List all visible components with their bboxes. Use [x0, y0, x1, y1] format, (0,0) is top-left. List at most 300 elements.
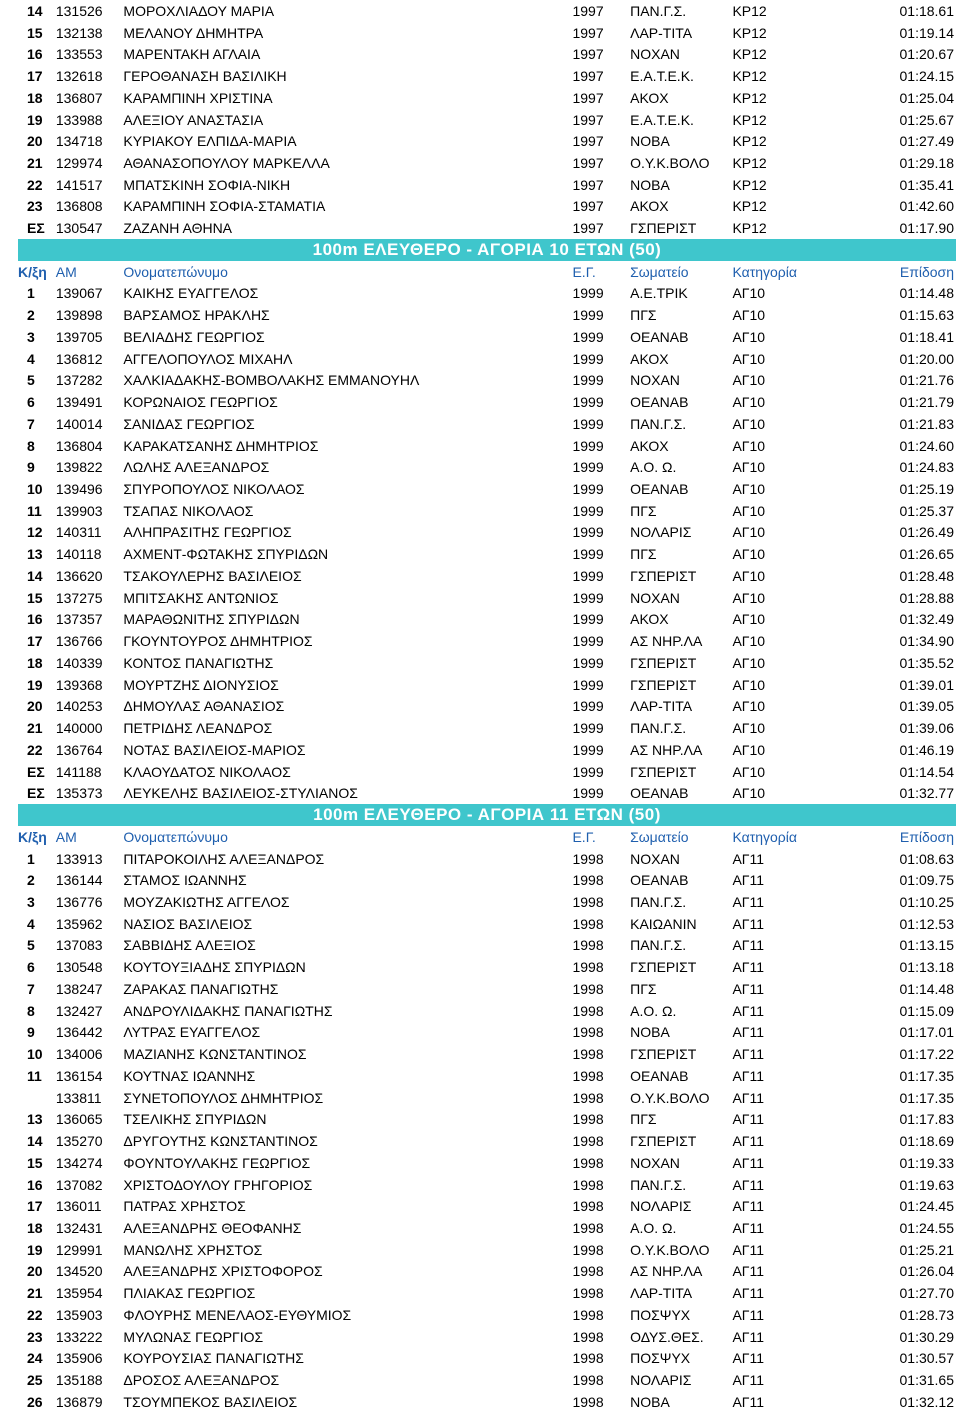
club-cell: ΝΟΛΑΡΙΣ — [630, 1198, 692, 1215]
table-row — [0, 1130, 960, 1152]
name-cell: ΚΟΥΤΝΑΣ ΙΩΑΝΝΗΣ — [123, 1067, 256, 1084]
club-cell: ΑΚΟΧ — [630, 611, 669, 628]
rank-cell: 16 — [27, 46, 43, 63]
rank-cell: 23 — [27, 1328, 43, 1345]
result-cell: 01:09.75 — [899, 872, 954, 889]
am-cell: 137083 — [55, 937, 103, 954]
am-cell: 140000 — [55, 720, 103, 737]
result-cell: 01:39.05 — [899, 698, 954, 715]
am-cell: 136764 — [55, 741, 103, 758]
name-cell: ΚΟΥΤΟΥΞΙΑΔΗΣ ΣΠΥΡΙΔΩΝ — [123, 959, 306, 976]
header-result: Επίδοση — [899, 263, 954, 280]
rank-cell: 22 — [27, 176, 43, 193]
category-cell: ΚΡ12 — [732, 2, 767, 19]
rank-cell: 16 — [27, 1176, 43, 1193]
birth-year-cell: 1999 — [572, 720, 604, 737]
club-cell: ΓΣΠΕΡΙΣΤ — [630, 676, 697, 693]
category-cell: ΑΓ11 — [732, 1133, 765, 1150]
rank-cell: 20 — [27, 1263, 43, 1280]
club-cell: ΑΣ ΝΗΡ.ΛΑ — [630, 1263, 703, 1280]
club-cell: ΟΕΑΝΑΒ — [630, 328, 689, 345]
table-row — [0, 1326, 960, 1348]
table-row — [0, 152, 960, 174]
rank-cell: 13 — [27, 546, 43, 563]
club-cell: ΓΣΠΕΡΙΣΤ — [630, 763, 697, 780]
table-row — [0, 1348, 960, 1370]
category-cell: ΑΓ11 — [732, 1024, 765, 1041]
rank-cell: 14 — [27, 1133, 43, 1150]
club-cell: ΑΚΟΧ — [630, 89, 669, 106]
birth-year-cell: 1999 — [572, 459, 604, 476]
am-cell: 133988 — [55, 111, 103, 128]
name-cell: ΑΛΗΠΡΑΣΙΤΗΣ ΓΕΩΡΓΙΟΣ — [123, 524, 292, 541]
name-cell: ΓΕΡΟΘΑΝΑΣΗ ΒΑΣΙΛΙΚΗ — [123, 68, 287, 85]
category-cell: ΑΓ10 — [732, 481, 766, 498]
club-cell: ΠΑΝ.Γ.Σ. — [630, 720, 687, 737]
header-rank: Κ/ξη — [18, 263, 47, 280]
club-cell: ΑΚΟΧ — [630, 198, 669, 215]
category-cell: ΑΓ11 — [732, 915, 765, 932]
table-row — [0, 326, 960, 348]
am-cell: 130548 — [55, 959, 103, 976]
am-cell: 132618 — [55, 68, 103, 85]
name-cell: ΠΕΤΡΙΔΗΣ ΛΕΑΝΔΡΟΣ — [123, 720, 273, 737]
result-cell: 01:32.12 — [899, 1393, 954, 1410]
category-cell: ΚΡ12 — [732, 198, 767, 215]
table-row — [0, 196, 960, 218]
birth-year-cell: 1999 — [572, 437, 604, 454]
name-cell: ΖΑΡΑΚΑΣ ΠΑΝΑΓΙΩΤΗΣ — [123, 980, 279, 997]
birth-year-cell: 1999 — [572, 372, 604, 389]
table-row — [0, 1391, 960, 1413]
am-cell: 135954 — [55, 1285, 103, 1302]
am-cell: 139496 — [55, 481, 103, 498]
am-cell: 139822 — [55, 459, 103, 476]
category-cell: ΑΓ10 — [732, 459, 766, 476]
result-cell: 01:08.63 — [899, 850, 954, 867]
rank-cell: 25 — [27, 1372, 43, 1389]
club-cell: ΝΟΛΑΡΙΣ — [630, 524, 692, 541]
table-row — [0, 717, 960, 739]
category-cell: ΚΡ12 — [732, 176, 767, 193]
header-club: Σωματείο — [630, 263, 689, 280]
table-row — [0, 1000, 960, 1022]
category-cell: ΑΓ10 — [732, 633, 766, 650]
am-cell: 130547 — [55, 220, 103, 237]
result-cell: 01:14.48 — [899, 285, 954, 302]
birth-year-cell: 1997 — [572, 220, 604, 237]
am-cell: 134520 — [55, 1263, 103, 1280]
table-row — [0, 1369, 960, 1391]
category-cell: ΑΓ11 — [732, 1154, 765, 1171]
result-cell: 01:18.69 — [899, 1133, 954, 1150]
rank-cell: 18 — [27, 1219, 43, 1236]
table-row — [0, 109, 960, 131]
birth-year-cell: 1998 — [572, 980, 604, 997]
table-row — [0, 1304, 960, 1326]
table-row — [0, 1195, 960, 1217]
birth-year-cell: 1998 — [572, 1263, 604, 1280]
name-cell: ΜΑΝΩΛΗΣ ΧΡΗΣΤΟΣ — [123, 1241, 263, 1258]
am-cell: 134718 — [55, 133, 103, 150]
am-cell: 141517 — [55, 176, 103, 193]
category-cell: ΑΓ10 — [732, 654, 766, 671]
birth-year-cell: 1998 — [572, 872, 604, 889]
name-cell: ΚΑΡΑΜΠΙΝΗ ΧΡΙΣΤΙΝΑ — [123, 89, 273, 106]
club-cell: ΓΣΠΕΡΙΣΤ — [630, 959, 697, 976]
birth-year-cell: 1999 — [572, 698, 604, 715]
am-cell: 140339 — [55, 654, 103, 671]
result-cell: 01:34.90 — [899, 633, 954, 650]
club-cell: ΝΟΛΑΡΙΣ — [630, 1372, 692, 1389]
birth-year-cell: 1999 — [572, 328, 604, 345]
am-cell: 136442 — [55, 1024, 103, 1041]
name-cell: ΑΧΜΕΝΤ-ΦΩΤΑΚΗΣ ΣΠΥΡΙΔΩΝ — [123, 546, 329, 563]
rank-cell: 21 — [27, 1285, 43, 1302]
result-cell: 01:35.41 — [899, 176, 954, 193]
result-cell: 01:10.25 — [899, 893, 954, 910]
club-cell: ΠΑΝ.Γ.Σ. — [630, 1176, 687, 1193]
category-cell: ΑΓ11 — [732, 959, 765, 976]
am-cell: 139491 — [55, 394, 103, 411]
table-row — [0, 522, 960, 544]
birth-year-cell: 1998 — [572, 1328, 604, 1345]
club-cell: ΠΑΝ.Γ.Σ. — [630, 415, 687, 432]
club-cell: ΠΓΣ — [630, 502, 657, 519]
result-cell: 01:19.14 — [899, 24, 954, 41]
am-cell: 135906 — [55, 1350, 103, 1367]
name-cell: ΝΟΤΑΣ ΒΑΣΙΛΕΙΟΣ-ΜΑΡΙΟΣ — [123, 741, 306, 758]
name-cell: ΧΑΛΚΙΑΔΑΚΗΣ-ΒΟΜΒΟΛΑΚΗΣ ΕΜΜΑΝΟΥΗΛ — [123, 372, 420, 389]
am-cell: 140253 — [55, 698, 103, 715]
result-cell: 01:17.83 — [899, 1111, 954, 1128]
name-cell: ΜΟΥΖΑΚΙΩΤΗΣ ΑΓΓΕΛΟΣ — [123, 893, 290, 910]
table-row — [0, 1261, 960, 1283]
rank-cell: 2 — [27, 872, 35, 889]
rank-cell: 19 — [27, 111, 43, 128]
club-cell: ΠΓΣ — [630, 546, 657, 563]
result-cell: 01:27.49 — [899, 133, 954, 150]
name-cell: ΖΑΖΑΝΗ ΑΘΗΝΑ — [123, 220, 233, 237]
category-cell: ΑΓ10 — [732, 328, 766, 345]
name-cell: ΜΑΖΙΑΝΗΣ ΚΩΝΣΤΑΝΤΙΝΟΣ — [123, 1046, 307, 1063]
table-row — [0, 869, 960, 891]
club-cell: ΝΟΧΑΝ — [630, 372, 680, 389]
table-row — [0, 913, 960, 935]
rank-cell: 19 — [27, 1241, 43, 1258]
category-cell: ΑΓ10 — [732, 763, 766, 780]
club-cell: ΓΣΠΕΡΙΣΤ — [630, 1046, 697, 1063]
table-row — [0, 761, 960, 783]
rank-cell: 15 — [27, 589, 43, 606]
table-row — [0, 500, 960, 522]
rank-cell: 6 — [27, 394, 35, 411]
result-cell: 01:25.67 — [899, 111, 954, 128]
name-cell: ΑΝΔΡΟΥΛΙΔΑΚΗΣ ΠΑΝΑΓΙΩΤΗΣ — [123, 1002, 333, 1019]
club-cell: ΟΕΑΝΑΒ — [630, 872, 689, 889]
category-cell: ΚΡ12 — [732, 46, 767, 63]
result-cell: 01:27.70 — [899, 1285, 954, 1302]
rank-cell: ΕΣ — [27, 220, 45, 237]
name-cell: ΦΛΟΥΡΗΣ ΜΕΝΕΛΑΟΣ-ΕΥΘΥΜΙΟΣ — [123, 1306, 352, 1323]
table-row — [0, 782, 960, 804]
birth-year-cell: 1998 — [572, 893, 604, 910]
rank-cell: 5 — [27, 937, 35, 954]
rank-cell: 17 — [27, 68, 43, 85]
am-cell: 139705 — [55, 328, 103, 345]
am-cell: 136065 — [55, 1111, 103, 1128]
name-cell: ΜΟΥΡΤΖΗΣ ΔΙΟΝΥΣΙΟΣ — [123, 676, 279, 693]
result-cell: 01:17.35 — [899, 1089, 954, 1106]
result-cell: 01:26.04 — [899, 1263, 954, 1280]
am-cell: 136766 — [55, 633, 103, 650]
rank-cell: 18 — [27, 89, 43, 106]
name-cell: ΜΑΡΑΘΩΝΙΤΗΣ ΣΠΥΡΙΔΩΝ — [123, 611, 300, 628]
name-cell: ΣΑΒΒΙΔΗΣ ΑΛΕΞΙΟΣ — [123, 937, 256, 954]
club-cell: ΑΣ ΝΗΡ.ΛΑ — [630, 633, 703, 650]
category-cell: ΑΓ10 — [732, 350, 766, 367]
rank-cell: 16 — [27, 611, 43, 628]
event-title: 100m ΕΛΕΥΘΕΡΟ - ΑΓΟΡΙΑ 10 ΕΤΩΝ (50) — [18, 239, 956, 261]
result-cell: 01:35.52 — [899, 654, 954, 671]
name-cell: ΚΛΑΟΥΔΑΤΟΣ ΝΙΚΟΛΑΟΣ — [123, 763, 291, 780]
table-row — [0, 478, 960, 500]
table-row — [0, 174, 960, 196]
category-cell: ΚΡ12 — [732, 155, 767, 171]
rank-cell: 24 — [27, 1350, 43, 1367]
category-cell: ΑΓ11 — [732, 1241, 765, 1258]
rank-cell: 9 — [27, 459, 35, 476]
birth-year-cell: 1997 — [572, 46, 604, 63]
name-cell: ΔΡΟΣΟΣ ΑΛΕΞΑΝΔΡΟΣ — [123, 1372, 280, 1389]
am-cell: 135373 — [55, 785, 103, 802]
table-row — [0, 1239, 960, 1261]
category-cell: ΑΓ11 — [732, 1067, 765, 1084]
table-row — [0, 565, 960, 587]
name-cell: ΚΑΙΚΗΣ ΕΥΑΓΓΕΛΟΣ — [123, 285, 259, 302]
rank-cell: 14 — [27, 567, 43, 584]
table-row — [0, 935, 960, 957]
table-row — [0, 630, 960, 652]
birth-year-cell: 1997 — [572, 24, 604, 41]
name-cell: ΜΟΡΟΧΛΙΑΔΟΥ ΜΑΡΙΑ — [123, 2, 275, 19]
table-row — [0, 435, 960, 457]
birth-year-cell: 1999 — [572, 307, 604, 324]
category-cell: ΑΓ11 — [732, 1372, 765, 1389]
result-cell: 01:18.41 — [899, 328, 954, 345]
birth-year-cell: 1998 — [572, 1285, 604, 1302]
result-cell: 01:13.15 — [899, 937, 954, 954]
table-row — [0, 1174, 960, 1196]
category-cell: ΚΡ12 — [732, 133, 767, 150]
name-cell: ΛΥΤΡΑΣ ΕΥΑΓΓΕΛΟΣ — [123, 1024, 261, 1041]
am-cell: 136879 — [55, 1393, 103, 1410]
club-cell: ΠΟΣΨΥΧ — [630, 1306, 691, 1323]
category-cell: ΑΓ11 — [732, 1046, 765, 1063]
name-cell: ΒΕΛΙΑΔΗΣ ΓΕΩΡΓΙΟΣ — [123, 328, 265, 345]
rank-cell: 1 — [27, 850, 35, 867]
club-cell: Α.Ο. Ω. — [630, 1219, 677, 1236]
club-cell: ΛΑΡ-ΤΙΤΑ — [630, 1285, 693, 1302]
category-cell: ΑΓ10 — [732, 524, 766, 541]
result-cell: 01:20.67 — [899, 46, 954, 63]
result-cell: 01:31.65 — [899, 1372, 954, 1389]
am-cell: 135962 — [55, 915, 103, 932]
category-cell: ΑΓ11 — [732, 1328, 765, 1345]
table-row — [0, 130, 960, 152]
category-cell: ΑΓ10 — [732, 676, 766, 693]
category-cell: ΑΓ11 — [732, 1111, 765, 1128]
result-cell: 01:17.22 — [899, 1046, 954, 1063]
birth-year-cell: 1997 — [572, 89, 604, 106]
club-cell: ΝΟΧΑΝ — [630, 589, 680, 606]
table-row — [0, 543, 960, 565]
table-row — [0, 956, 960, 978]
am-cell: 138247 — [55, 980, 103, 997]
am-cell: 133553 — [55, 46, 103, 63]
rank-cell: 7 — [27, 980, 35, 997]
rank-cell: 7 — [27, 415, 35, 432]
result-cell: 01:17.01 — [899, 1024, 954, 1041]
table-row — [0, 304, 960, 326]
rank-cell: 10 — [27, 481, 43, 498]
result-cell: 01:15.63 — [899, 307, 954, 324]
birth-year-cell: 1998 — [572, 1133, 604, 1150]
birth-year-cell: 1998 — [572, 1350, 604, 1367]
result-cell: 01:42.60 — [899, 198, 954, 215]
rank-cell: 5 — [27, 372, 35, 389]
name-cell: ΚΥΡΙΑΚΟΥ ΕΛΠΙΔΑ-ΜΑΡΙΑ — [123, 133, 297, 150]
birth-year-cell: 1999 — [572, 502, 604, 519]
club-cell: ΠΟΣΨΥΧ — [630, 1350, 691, 1367]
table-row — [0, 1043, 960, 1065]
am-cell: 136776 — [55, 893, 103, 910]
table-row — [0, 391, 960, 413]
am-cell: 139898 — [55, 307, 103, 324]
result-cell: 01:28.88 — [899, 589, 954, 606]
result-cell: 01:12.53 — [899, 915, 954, 932]
am-cell: 132427 — [55, 1002, 103, 1019]
rank-cell: 21 — [27, 720, 43, 737]
birth-year-cell: 1997 — [572, 133, 604, 150]
table-row — [0, 1217, 960, 1239]
name-cell: ΠΙΤΑΡΟΚΟΙΛΗΣ ΑΛΕΞΑΝΔΡΟΣ — [123, 850, 325, 867]
am-cell: 135270 — [55, 1133, 103, 1150]
category-cell: ΑΓ10 — [732, 394, 766, 411]
rank-cell: 22 — [27, 1306, 43, 1323]
category-cell: ΑΓ10 — [732, 589, 766, 606]
birth-year-cell: 1999 — [572, 654, 604, 671]
rank-cell: 3 — [27, 328, 35, 345]
result-cell: 01:32.49 — [899, 611, 954, 628]
birth-year-cell: 1998 — [572, 1176, 604, 1193]
name-cell: ΜΑΡΕΝΤΑΚΗ ΑΓΛΑΙΑ — [123, 46, 261, 63]
category-cell: ΑΓ11 — [732, 1285, 765, 1302]
birth-year-cell: 1999 — [572, 633, 604, 650]
club-cell: ΚΑΙΩΑΝΙΝ — [630, 915, 697, 932]
category-cell: ΑΓ11 — [732, 872, 765, 889]
am-cell: 136620 — [55, 567, 103, 584]
category-cell: ΑΓ10 — [732, 546, 766, 563]
birth-year-cell: 1997 — [572, 2, 604, 19]
category-cell: ΑΓ11 — [732, 1350, 765, 1367]
am-cell: 139368 — [55, 676, 103, 693]
birth-year-cell: 1999 — [572, 415, 604, 432]
am-cell: 136808 — [55, 198, 103, 215]
birth-year-cell: 1999 — [572, 611, 604, 628]
club-cell: ΓΣΠΕΡΙΣΤ — [630, 567, 697, 584]
am-cell: 134006 — [55, 1046, 103, 1063]
table-row — [0, 696, 960, 718]
name-cell: ΚΑΡΑΜΠΙΝΗ ΣΟΦΙΑ-ΣΤΑΜΑΤΙΑ — [123, 198, 326, 215]
club-cell: ΓΣΠΕΡΙΣΤ — [630, 1133, 697, 1150]
rank-cell: 22 — [27, 741, 43, 758]
name-cell: ΔΡΥΓΟΥΤΗΣ ΚΩΝΣΤΑΝΤΙΝΟΣ — [123, 1133, 318, 1150]
name-cell: ΣΤΑΜΟΣ ΙΩΑΝΝΗΣ — [123, 872, 247, 889]
rank-cell: 17 — [27, 1198, 43, 1215]
name-cell: ΚΟΝΤΟΣ ΠΑΝΑΓΙΩΤΗΣ — [123, 654, 274, 671]
name-cell: ΤΣΑΚΟΥΛΕΡΗΣ ΒΑΣΙΛΕΙΟΣ — [123, 567, 302, 584]
category-cell: ΑΓ10 — [732, 567, 766, 584]
birth-year-cell: 1998 — [572, 1046, 604, 1063]
am-cell: 139903 — [55, 502, 103, 519]
event-title: 100m ΕΛΕΥΘΕΡΟ - ΑΓΟΡΙΑ 11 ΕΤΩΝ (50) — [18, 804, 956, 826]
rank-cell: 11 — [27, 1067, 42, 1084]
result-cell: 01:39.01 — [899, 676, 954, 693]
club-cell: ΝΟΒΑ — [630, 1393, 670, 1410]
result-cell: 01:24.45 — [899, 1198, 954, 1215]
category-cell: ΑΓ11 — [732, 980, 765, 997]
birth-year-cell: 1999 — [572, 285, 604, 302]
rank-cell: 21 — [27, 155, 43, 171]
birth-year-cell: 1999 — [572, 785, 604, 802]
club-cell: ΓΣΠΕΡΙΣΤ — [630, 220, 697, 237]
birth-year-cell: 1998 — [572, 1111, 604, 1128]
rank-cell: ΕΣ — [27, 785, 45, 802]
header-am: ΑΜ — [55, 828, 77, 845]
birth-year-cell: 1999 — [572, 763, 604, 780]
rank-cell: 10 — [27, 1046, 43, 1063]
name-cell: ΚΟΥΡΟΥΣΙΑΣ ΠΑΝΑΓΙΩΤΗΣ — [123, 1350, 304, 1367]
name-cell: ΣΠΥΡΟΠΟΥΛΟΣ ΝΙΚΟΛΑΟΣ — [123, 481, 305, 498]
club-cell: Α.Ε.ΤΡΙΚ — [630, 285, 688, 302]
club-cell: ΝΟΧΑΝ — [630, 1154, 680, 1171]
result-cell: 01:20.00 — [899, 350, 954, 367]
category-cell: ΑΓ10 — [732, 785, 766, 802]
name-cell: ΑΓΓΕΛΟΠΟΥΛΟΣ ΜΙΧΑΗΛ — [123, 350, 293, 367]
name-cell: ΣΥΝΕΤΟΠΟΥΛΟΣ ΔΗΜΗΤΡΙΟΣ — [123, 1089, 324, 1106]
category-cell: ΑΓ10 — [732, 415, 766, 432]
result-cell: 01:15.09 — [899, 1002, 954, 1019]
table-row — [0, 87, 960, 109]
category-cell: ΑΓ11 — [732, 1393, 765, 1410]
club-cell: Ο.Υ.Κ.ΒΟΛΟ — [630, 155, 710, 171]
result-cell: 01:18.61 — [899, 2, 954, 19]
rank-cell: 3 — [27, 893, 35, 910]
birth-year-cell: 1998 — [572, 1393, 604, 1410]
name-cell: ΑΘΑΝΑΣΟΠΟΥΛΟΥ ΜΑΡΚΕΛΛΑ — [123, 155, 330, 171]
table-row — [0, 1022, 960, 1044]
table-row — [0, 217, 960, 239]
birth-year-cell: 1998 — [572, 1219, 604, 1236]
result-cell: 01:14.48 — [899, 980, 954, 997]
rank-cell: ΕΣ — [27, 763, 45, 780]
table-row — [0, 22, 960, 44]
result-cell: 01:28.48 — [899, 567, 954, 584]
am-cell: 132138 — [55, 24, 103, 41]
rank-cell: 1 — [27, 285, 35, 302]
result-cell: 01:17.35 — [899, 1067, 954, 1084]
